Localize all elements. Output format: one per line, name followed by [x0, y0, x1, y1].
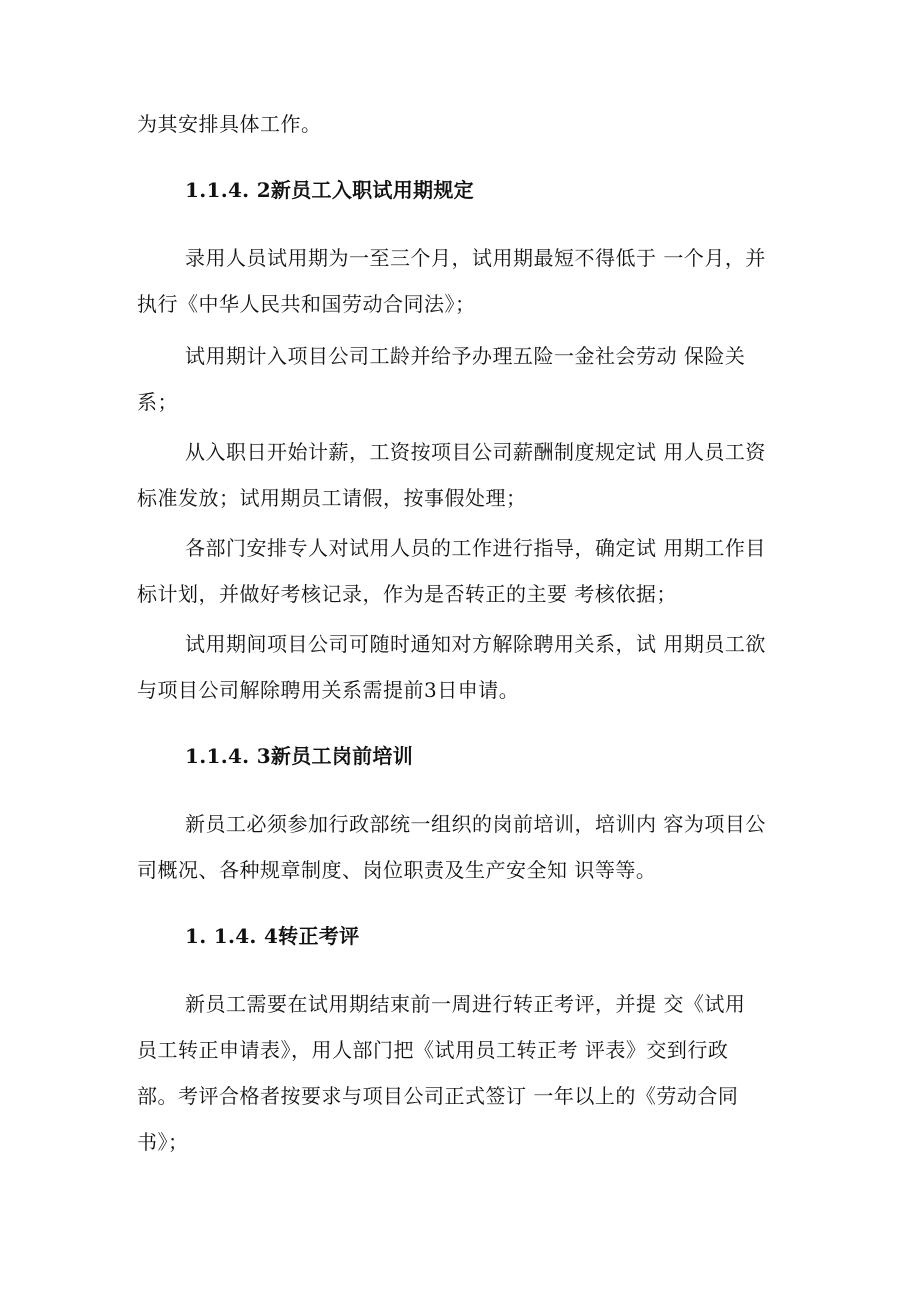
- paragraph-line: 标计划，并做好考核记录，作为是否转正的主要 考核依据；: [137, 582, 677, 606]
- paragraph-line: 录用人员试用期为一至三个月，试用期最短不得低于 一个月，并: [185, 246, 766, 270]
- paragraph-line: 新员工必须参加行政部统一组织的岗前培训，培训内 容为项目公: [185, 812, 766, 836]
- paragraph-line: 员工转正申请表》，用人部门把《试用员工转正考 评表》交到行政: [137, 1038, 729, 1062]
- paragraph-line: 标准发放；试用期员工请假，按事假处理；: [137, 486, 527, 510]
- paragraph-line: 系；: [137, 390, 178, 414]
- paragraph-line: 司概况、各种规章制度、岗位职责及生产安全知 识等等。: [137, 858, 657, 882]
- paragraph-line: 试用期计入项目公司工龄并给予办理五险一金社会劳动 保险关: [185, 344, 746, 368]
- paragraph-line: 从入职日开始计薪，工资按项目公司薪酬制度规定试 用人员工资: [185, 440, 766, 464]
- paragraph-line: 与项目公司解除聘用关系需提前3日申请。: [137, 678, 520, 702]
- paragraph-line: 新员工需要在试用期结束前一周进行转正考评，并提 交《试用: [185, 992, 746, 1016]
- paragraph-line: 书》；: [137, 1130, 189, 1154]
- paragraph-line: 部。考评合格者按要求与项目公司正式签订 一年以上的《劳动合同: [137, 1084, 739, 1108]
- continuation-text: 为其安排具体工作。: [137, 112, 322, 136]
- section-heading-probation: 1.1.4. 2新员工入职试用期规定: [185, 178, 474, 202]
- section-heading-training: 1.1.4. 3新员工岗前培训: [185, 744, 414, 768]
- paragraph-line: 试用期间项目公司可随时通知对方解除聘用关系，试 用期员工欲: [185, 632, 766, 656]
- paragraph-line: 执行《中华人民共和国劳动合同法》；: [137, 292, 476, 316]
- paragraph-line: 各部门安排专人对试用人员的工作进行指导，确定试 用期工作目: [185, 536, 766, 560]
- section-heading-evaluation: 1. 1.4. 4转正考评: [185, 924, 360, 948]
